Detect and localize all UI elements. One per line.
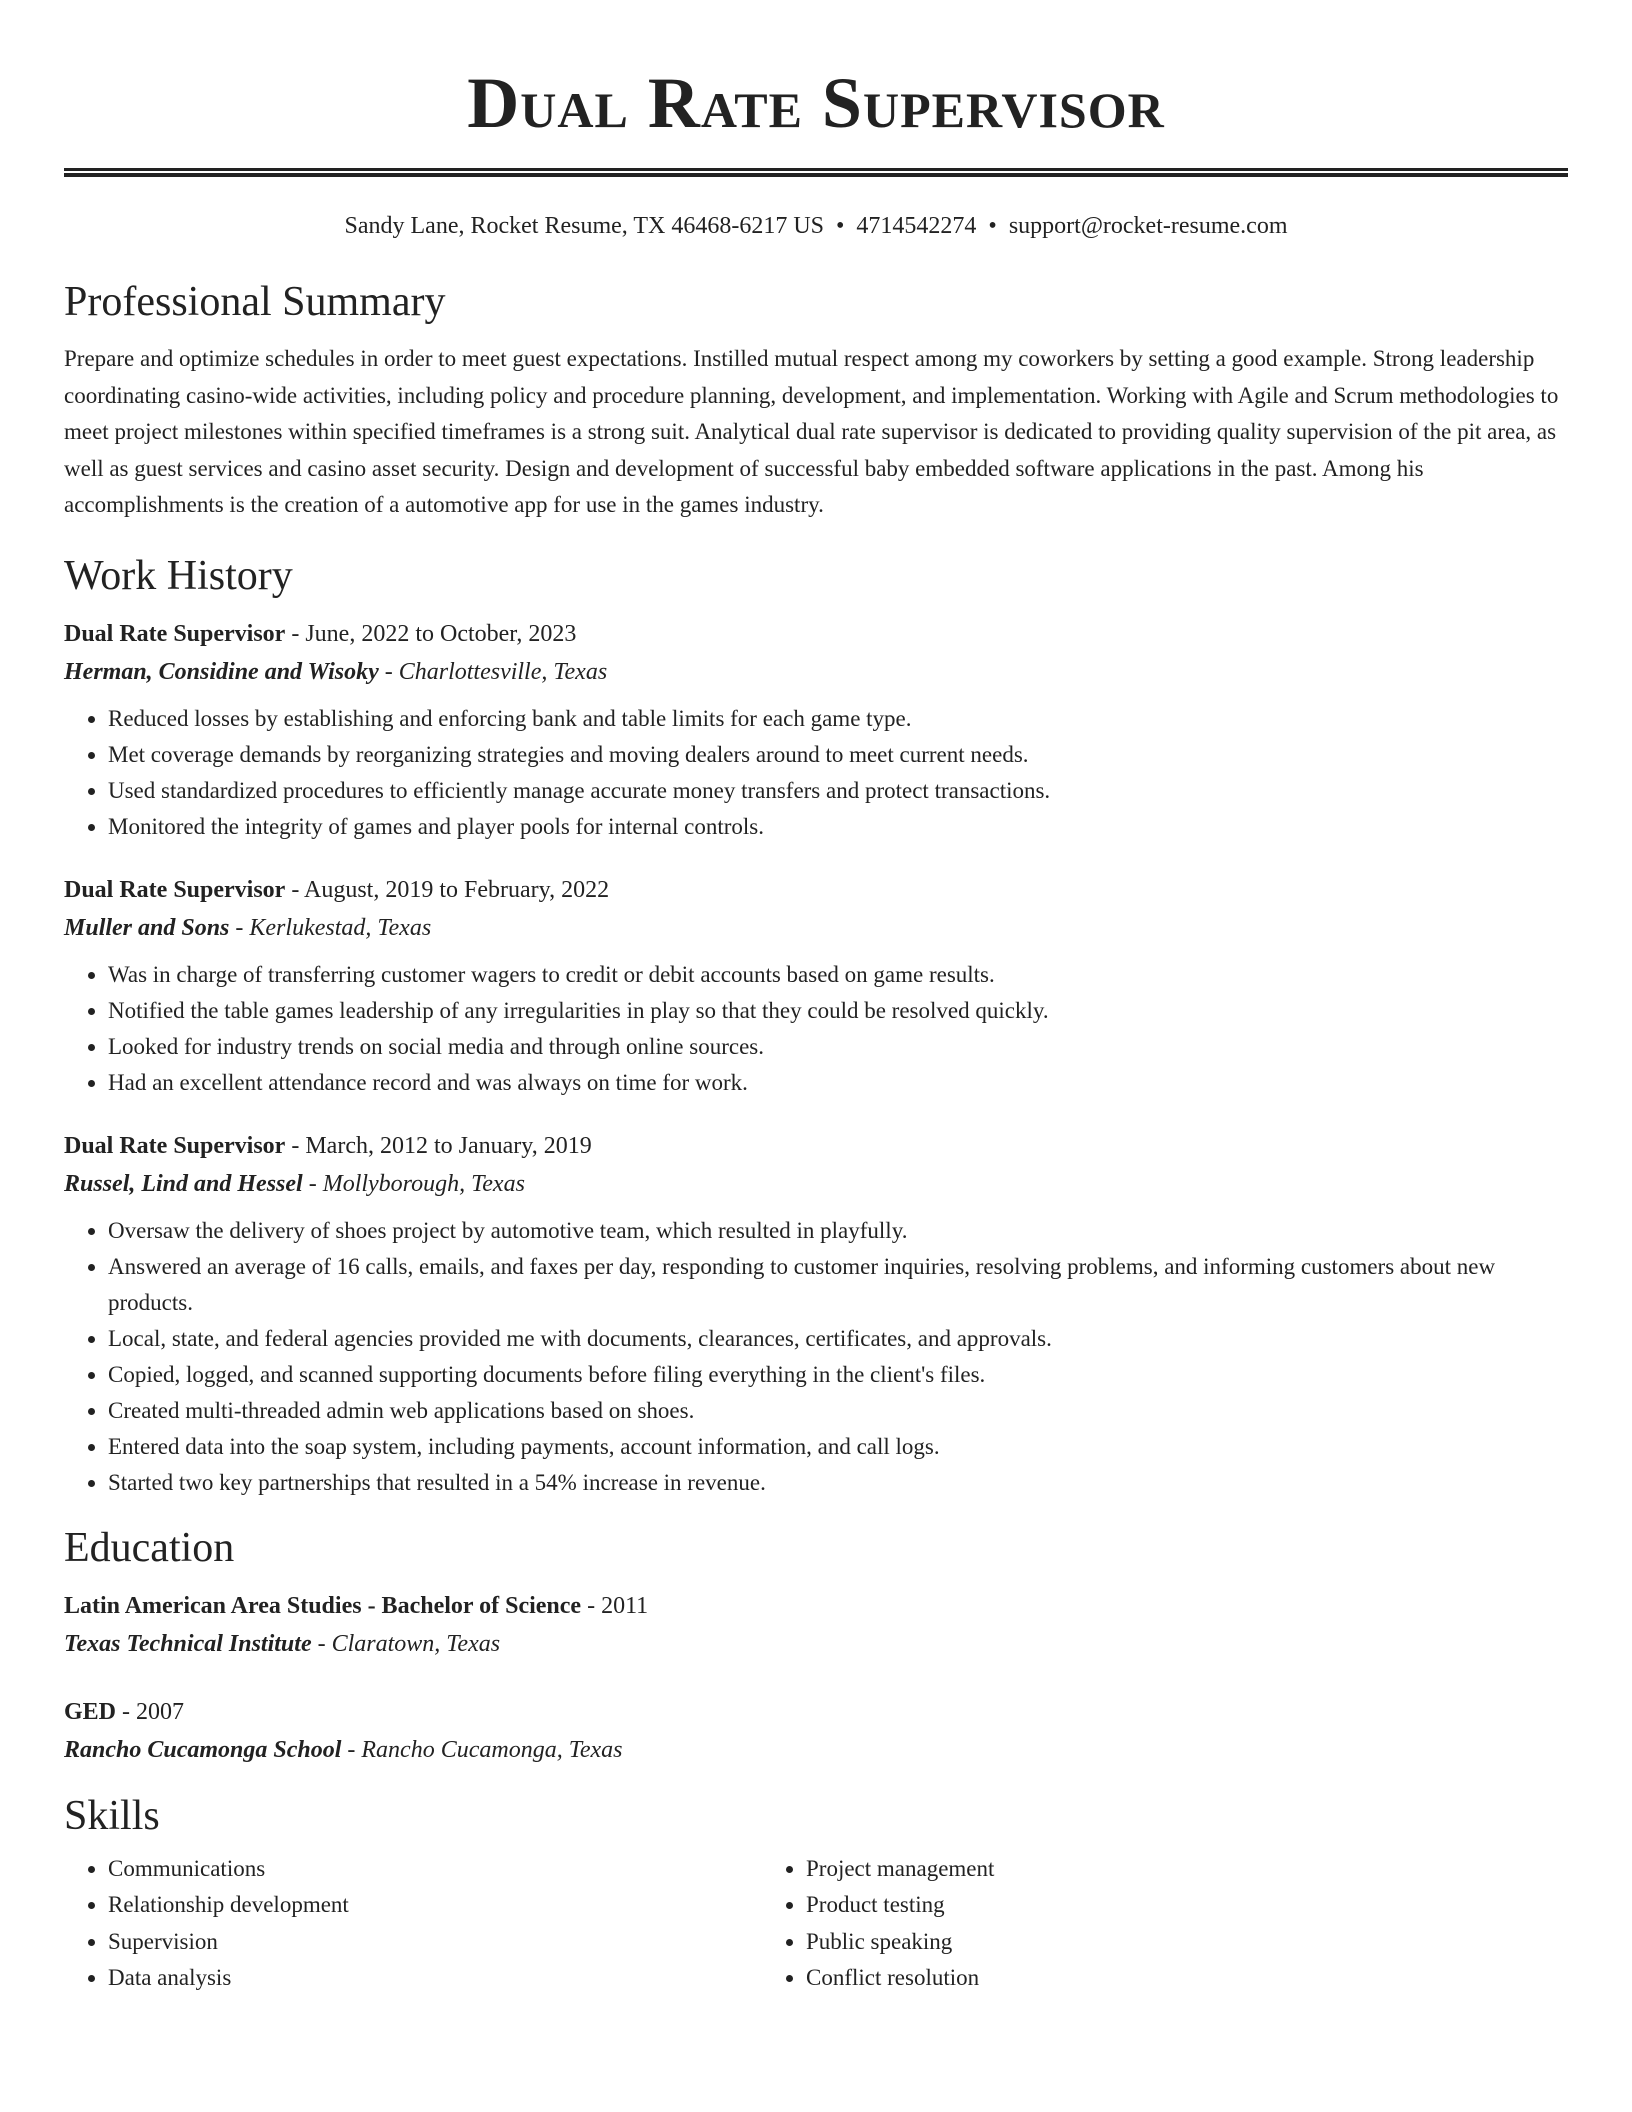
work-history-section [64, 551, 1568, 1501]
list-item: • Monitored the integrity of games and player pools for internal controls. [108, 809, 1568, 845]
job-title: Dual Rate Supervisor [64, 1132, 286, 1159]
resume-page [64, 0, 1568, 1997]
job-title-line [64, 871, 1568, 909]
list-item: • Entered data into the soap system, including payments, account information, and call logs. [108, 1429, 1568, 1465]
page-title: Dual Rate Supervisor [467, 63, 1165, 143]
contact-address: Sandy Lane, Rocket Resume, TX 46468-6217 US [344, 213, 824, 239]
summary-heading: Professional Summary [64, 279, 446, 325]
list-item: • Started two key partnerships that resulted in a 54% increase in revenue. [108, 1465, 1568, 1501]
skill-item: • Public speaking [806, 1924, 1460, 1961]
contact-phone: 4714542274 [856, 213, 977, 239]
education-location: - Rancho Cucamonga, Texas [341, 1736, 623, 1763]
skills-section [64, 1791, 1568, 1997]
education-location: - Claratown, Texas [311, 1630, 501, 1657]
contact-separator: • [836, 213, 845, 239]
education-degree-line [64, 1693, 1568, 1731]
education-year: - 2007 [116, 1698, 185, 1725]
education-degree: Latin American Area Studies - Bachelor of Science [64, 1592, 582, 1619]
skills-list-left [64, 1851, 762, 1997]
list-item: • Oversaw the delivery of shoes project by automotive team, which resulted in playfully. [108, 1213, 1568, 1249]
list-item: • Had an excellent attendance record and was always on time for work. [108, 1065, 1568, 1101]
contact-separator: • [988, 213, 997, 239]
education-school: Texas Technical Institute [64, 1630, 312, 1657]
job-location: - Mollyborough, Texas [302, 1170, 525, 1197]
education-heading: Education [64, 1524, 235, 1571]
job-dates: - March, 2012 to January, 2019 [285, 1132, 592, 1159]
skill-item: • Product testing [806, 1887, 1460, 1924]
education-year: - 2011 [581, 1592, 649, 1619]
job-company-line [64, 909, 1568, 947]
skill-item: • Project management [806, 1851, 1460, 1888]
skill-item: • Supervision [108, 1924, 762, 1961]
job-title: Dual Rate Supervisor [64, 620, 286, 647]
job-company-line [64, 653, 1568, 691]
summary-text: Prepare and optimize schedules in order to meet guest expectations. Instilled mutual respect among my coworkers by setting a good example. Strong leadership coordinating casino-wide activities, including policy and procedure planning, development, and implementation. Working with Agile and Scrum methodologies to meet project milestones within specified timeframes is a strong suit. Analytical dual rate supervisor is dedicated to providing quality supervision of the pit area, as well as guest services and casino asset security. Design and development of successful baby embedded software applications in the past. Among his accomplishments is the creation of a automotive app for use in the games industry. [64, 346, 1559, 517]
job-company: Herman, Considine and Wisoky [64, 658, 379, 685]
list-item: • Was in charge of transferring customer wagers to credit or debit accounts based on game results. [108, 957, 1568, 993]
list-item: • Copied, logged, and scanned supporting documents before filing everything in the client's files. [108, 1357, 1568, 1393]
skills-heading: Skills [64, 1792, 160, 1839]
job-entry [64, 615, 1568, 845]
job-dates: - August, 2019 to February, 2022 [285, 876, 610, 903]
job-company: Muller and Sons [64, 914, 230, 941]
skill-item: • Communications [108, 1851, 762, 1888]
job-bullets [64, 701, 1568, 845]
job-company: Russel, Lind and Hessel [64, 1170, 303, 1197]
list-item: • Reduced losses by establishing and enforcing bank and table limits for each game type. [108, 701, 1568, 737]
job-location: - Charlottesville, Texas [378, 658, 608, 685]
job-location: - Kerlukestad, Texas [229, 914, 432, 941]
education-entry [64, 1587, 1568, 1663]
list-item: • Notified the table games leadership of any irregularities in play so that they could be resolved quickly. [108, 993, 1568, 1029]
skill-item: • Conflict resolution [806, 1960, 1460, 1997]
job-title-line [64, 615, 1568, 653]
job-dates: - June, 2022 to October, 2023 [285, 620, 577, 647]
education-degree-line [64, 1587, 1568, 1625]
list-item: • Answered an average of 16 calls, emails, and faxes per day, responding to customer inquiries, resolving problems, and informing customers about new products. [108, 1249, 1568, 1321]
job-title: Dual Rate Supervisor [64, 876, 286, 903]
job-entry [64, 1127, 1568, 1501]
list-item: • Used standardized procedures to efficiently manage accurate money transfers and protect transactions. [108, 773, 1568, 809]
contact-line [64, 211, 1568, 241]
education-school-line [64, 1625, 1568, 1663]
education-school: Rancho Cucamonga School [64, 1736, 342, 1763]
job-bullets [64, 1213, 1568, 1501]
job-bullets [64, 957, 1568, 1101]
contact-email: support@rocket-resume.com [1008, 213, 1288, 239]
education-entry [64, 1693, 1568, 1769]
education-section [64, 1523, 1568, 1769]
list-item: • Looked for industry trends on social media and through online sources. [108, 1029, 1568, 1065]
list-item: • Met coverage demands by reorganizing strategies and moving dealers around to meet current needs. [108, 737, 1568, 773]
education-school-line [64, 1731, 1568, 1769]
education-degree: GED [64, 1698, 117, 1725]
skill-item: • Data analysis [108, 1960, 762, 1997]
job-entry [64, 871, 1568, 1101]
list-item: • Local, state, and federal agencies provided me with documents, clearances, certificates, and approvals. [108, 1321, 1568, 1357]
title-divider [64, 168, 1568, 177]
job-title-line [64, 1127, 1568, 1165]
skills-columns [64, 1851, 1568, 1997]
list-item: • Created multi-threaded admin web applications based on shoes. [108, 1393, 1568, 1429]
skills-list-right [762, 1851, 1460, 1997]
job-company-line [64, 1165, 1568, 1203]
work-history-heading: Work History [64, 552, 293, 599]
summary-section [64, 277, 1568, 524]
skill-item: • Relationship development [108, 1887, 762, 1924]
